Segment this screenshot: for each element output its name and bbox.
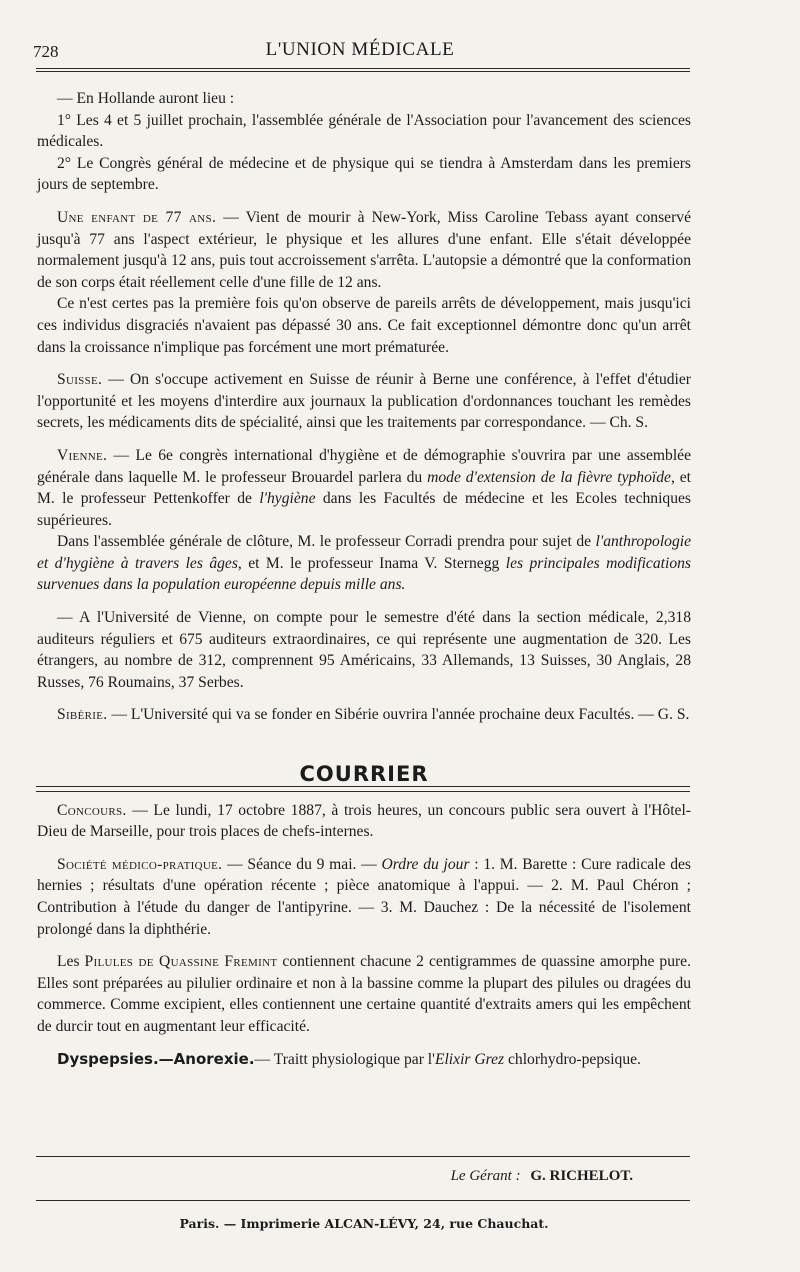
societe-text-a: — Séance du 9 mai. — bbox=[222, 855, 382, 873]
elixir-ad bbox=[37, 1049, 691, 1071]
vienne2-text-a: Dans l'assemblée générale de clôture, M. le professeur Corradi prendra pour sujet de bbox=[57, 533, 596, 551]
ad-product: Elixir Grez bbox=[434, 1050, 505, 1068]
pilules-text-b: contiennent chacune 2 centigrammes de quassine amorphe pure. Elles sont préparées au pilulier ordinaire et non à la bassine comme la plupart des pilules ou dragées du commerce. Comme excipient, elles contiennent une certaine quantité d'extraits amers qui les empêchent de durcir tout en augmentant leur efficacité. bbox=[37, 953, 691, 1035]
vienne-topic-2: l'hygiène bbox=[259, 490, 316, 508]
signature-label: Le Gérant : bbox=[450, 1168, 521, 1184]
concours-paragraph bbox=[37, 800, 691, 843]
section-spacer bbox=[37, 726, 691, 746]
header-rule bbox=[36, 68, 690, 69]
hollande-item-1: 1° Les 4 et 5 juillet prochain, l'assemblée générale de l'Association pour l'avancement des sciences médicales. bbox=[37, 111, 691, 151]
pilules-product: Pilules de Quassine Fremint bbox=[84, 953, 278, 971]
article-body bbox=[37, 88, 691, 1070]
ad-headline: Dyspepsies.—Anorexie. bbox=[57, 1049, 255, 1068]
courrier-title: COURRIER bbox=[299, 762, 429, 787]
enfant-paragraph-2: Ce n'est certes pas la première fois qu'on observe de pareils arrêts de développement, mais jusqu'ici ces individus disgraciés n'avaient pas dépassé 30 ans. Ce fait exceptionnel démontre donc qu'un arrêt dans la croissance n'implique pas forcément une mort prématurée. bbox=[37, 295, 691, 356]
ad-text-b: chlorhydro-pepsique. bbox=[504, 1050, 641, 1068]
vienne-text-b: , et M. le professeur Pettenkoffer de bbox=[37, 468, 691, 508]
suisse-paragraph bbox=[37, 369, 691, 434]
vienne-universite-paragraph: — A l'Université de Vienne, on compte pour le semestre d'été dans la section médicale, 2,318 auditeurs réguliers et 675 auditeurs extraordinaires, ce qui représente une augmentation de 320. Les étrangers, au nombre de 312, comprennent 95 Américains, 33 Allemands, 13 Suisses, 30 Anglais, 28 Russes, 76 Roumains, 37 Serbes. bbox=[37, 609, 691, 691]
page-header bbox=[30, 36, 690, 66]
pilules-text-a: Les bbox=[57, 953, 85, 971]
enfant-paragraph bbox=[37, 207, 691, 293]
suisse-heading: Suisse. bbox=[57, 371, 103, 389]
enfant-text: — Vient de mourir à New-York, Miss Caroline Tebass ayant conservé jusqu'à 77 ans l'aspect extérieur, le physique et les allures d'une enfant. Elle s'était développée normalement jusqu'à 12 ans, puis tout accroissement s'arrêta. L'autopsie a démontré que la conformation de son corps était réellement celle d'une fille de 12 ans. bbox=[37, 208, 691, 291]
running-title: L'UNION MÉDICALE bbox=[265, 39, 455, 60]
section-rule-bottom bbox=[36, 791, 690, 792]
vienne-paragraph-2 bbox=[37, 531, 691, 596]
societe-paragraph bbox=[37, 854, 691, 940]
concours-heading: Concours. bbox=[57, 801, 127, 819]
pilules-paragraph bbox=[37, 951, 691, 1037]
vienne-heading: Vienne. bbox=[57, 446, 108, 464]
societe-text-b: : 1. M. Barette : Cure radicale des hernies ; résultats d'une opération récente ; pièce anatomique à l'appui. — 2. M. Paul Chéron ; Contribution à l'étude du danger de l'antipyrine. — 3. M. Dauchez : De la nécessité de l'isolement prolongé dans la diphthérie. bbox=[37, 855, 691, 938]
vienne-topic-1: mode d'extension de la fièvre typhoïde bbox=[427, 468, 671, 486]
ad-text-a: — Traitt physiologique par l' bbox=[254, 1050, 435, 1068]
concours-text: — Le lundi, 17 octobre 1887, à trois heures, un concours public sera ouvert à l'Hôtel-Dieu de Marseille, pour trois places de chefs-internes. bbox=[37, 801, 691, 841]
siberie-heading: Sibérie. bbox=[57, 706, 108, 724]
siberie-text: — L'Université qui va se fonder en Sibérie ouvrira l'année prochaine deux Facultés. — G. S. bbox=[107, 706, 690, 724]
footer-rule-top bbox=[36, 1156, 690, 1157]
section-rule-top bbox=[36, 786, 690, 787]
vienne-text-c: dans les Facultés de médecine et les Ecoles techniques supérieures. bbox=[37, 490, 692, 529]
page-number: 728 bbox=[33, 42, 59, 61]
hollande-item-2: 2° Le Congrès général de médecine et de physique qui se tiendra à Amsterdam dans les premiers jours de septembre. bbox=[37, 154, 691, 194]
societe-ordre: Ordre du jour bbox=[381, 855, 470, 873]
hollande-intro: — En Hollande auront lieu : bbox=[57, 90, 235, 107]
vienne2-topic-1: l'anthropologie et d'hygiène à travers les âges bbox=[37, 533, 691, 572]
siberie-paragraph bbox=[37, 704, 691, 726]
header-rule-thin bbox=[36, 71, 690, 72]
suisse-text: — On s'occupe activement en Suisse de réunir à Berne une conférence, à l'effet d'étudier l'opportunité et les moyens d'interdire aux journaux la publication d'ordonnances touchant les remèdes secrets, les médicaments dits de spécialité, ainsi que les traitements par correspondance. — Ch. S. bbox=[37, 371, 691, 432]
societe-heading: Société médico-pratique. bbox=[57, 855, 223, 873]
printer-imprint: Paris. — Imprimerie ALCAN-LÉVY, 24, rue Chauchat. bbox=[179, 1216, 549, 1231]
footer-rule-bottom bbox=[36, 1200, 690, 1201]
vienne-paragraph bbox=[37, 445, 691, 531]
vienne2-text-b: , et M. le professeur Inama V. Sternegg bbox=[237, 554, 506, 572]
enfant-heading: Une enfant de 77 ans. bbox=[57, 208, 217, 226]
vienne2-topic-2: les principales modifications survenues dans la population européenne depuis mille ans. bbox=[37, 554, 691, 594]
signature bbox=[37, 1168, 633, 1185]
signature-name: G. RICHELOT. bbox=[530, 1168, 633, 1184]
vienne-text-a: — Le 6e congrès international d'hygiène et de démographie s'ouvrira par une assemblée générale dans laquelle M. le professeur Brouardel parlera du bbox=[37, 446, 691, 486]
